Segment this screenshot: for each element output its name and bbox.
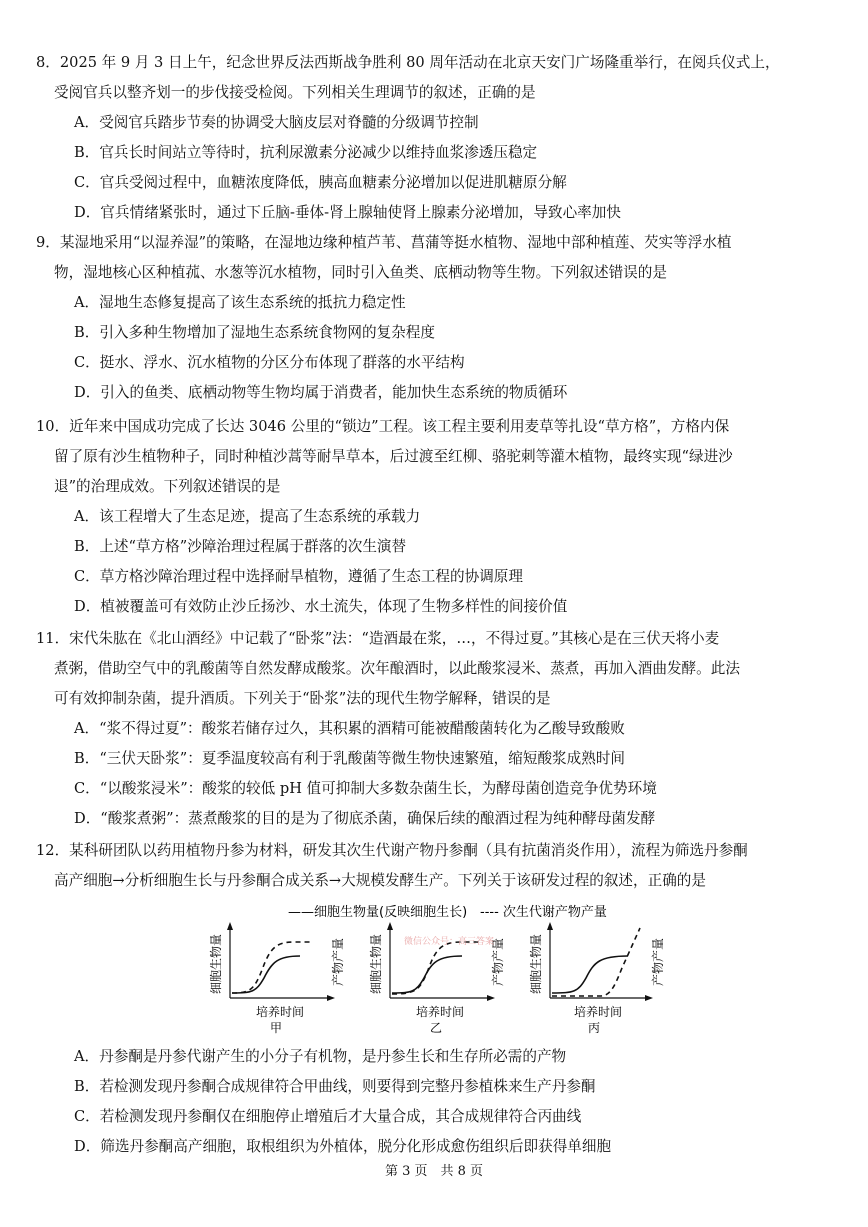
panel-yi bbox=[368, 922, 505, 1035]
question-10-option-b: B．上述“草方格”沙障治理过程属于群落的次生演替 bbox=[74, 538, 407, 555]
question-8-option-b: B．官兵长时间站立等待时，抗利尿激素分泌减少以维持血浆渗透压稳定 bbox=[74, 144, 538, 161]
panel-jia-x-arrow bbox=[327, 995, 335, 1001]
panel-yi-solid-curve bbox=[392, 956, 462, 993]
question-11-option-c: C．“以酸浆浸米”：酸浆的较低 pH 值可抑制大多数杂菌生长，为酵母菌创造竞争优势环境 bbox=[74, 780, 657, 797]
panel-bing-solid-curve bbox=[552, 956, 628, 993]
question-12-options bbox=[36, 1042, 836, 1162]
question-12-line-2: 高产细胞→分析细胞生长与丹参酮合成关系→大规模发酵生产。下列关于该研发过程的叙述，正确的是 bbox=[54, 872, 706, 889]
panel-jia-solid-curve bbox=[232, 956, 300, 993]
question-9-option-c: C．挺水、浮水、沉水植物的分区分布体现了群落的水平结构 bbox=[74, 354, 465, 371]
question-8 bbox=[36, 48, 836, 228]
panel-bing-y-arrow bbox=[547, 922, 553, 930]
page-footer: 第 3 页 共 8 页 bbox=[384, 1164, 484, 1179]
question-8-line-2: 受阅官兵以整齐划一的步伐接受检阅。下列相关生理调节的叙述，正确的是 bbox=[54, 84, 536, 101]
panel-bing-y-left-label: 细胞生物量 bbox=[529, 933, 543, 994]
question-8-option-d: D．官兵情绪紧张时，通过下丘脑-垂体-肾上腺轴使肾上腺素分泌增加，导致心率加快 bbox=[74, 204, 621, 221]
question-8-option-c: C．官兵受阅过程中，血糖浓度降低，胰高血糖素分泌增加以促进肌糖原分解 bbox=[74, 174, 567, 191]
question-12-option-a: A．丹参酮是丹参代谢产生的小分子有机物，是丹参生长和生存所必需的产物 bbox=[74, 1048, 567, 1065]
question-12-option-c: C．若检测发现丹参酮仅在细胞停止增殖后才大量合成，其合成规律符合丙曲线 bbox=[74, 1108, 582, 1125]
question-11-option-a: A．“浆不得过夏”：酸浆若储存过久，其积累的酒精可能被醋酸菌转化为乙酸导致酸败 bbox=[74, 720, 625, 737]
question-11 bbox=[36, 624, 836, 834]
question-9-line-1: 9．某湿地采用“以湿养湿”的策略，在湿地边缘种植芦苇、菖蒲等挺水植物、湿地中部种植莲、芡实等浮水植 bbox=[36, 234, 732, 251]
panel-bing-dashed-curve bbox=[552, 928, 640, 996]
panel-bing-x-arrow bbox=[645, 995, 653, 1001]
question-8-line-1: 8．2025 年 9 月 3 日上午，纪念世界反法西斯战争胜利 80 周年活动在北京天安门广场隆重举行，在阅兵仪式上， bbox=[36, 54, 780, 71]
question-12-line-1: 12．某科研团队以药用植物丹参为材料，研发其次生代谢产物丹参酮（具有抗菌消炎作用），流程为筛选丹参酮 bbox=[36, 842, 748, 859]
question-10 bbox=[36, 412, 836, 622]
panel-jia-y-right-label: 产物产量 bbox=[331, 937, 345, 986]
question-10-line-2: 留了原有沙生植物种子，同时种植沙蒿等耐旱草本，后过渡至红柳、骆驼刺等灌木植物，最终实现“绿进沙 bbox=[54, 448, 733, 465]
panel-yi-x-label: 培养时间 bbox=[416, 1005, 465, 1019]
panel-yi-x-arrow bbox=[487, 995, 495, 1001]
panel-jia bbox=[208, 922, 345, 1035]
question-12-option-d: D．筛选丹参酮高产细胞，取根组织为外植体，脱分化形成愈伤组织后即获得单细胞 bbox=[74, 1138, 612, 1155]
panel-yi-y-arrow bbox=[387, 922, 393, 930]
question-9-option-d: D．引入的鱼类、底栖动物等生物均属于消费者，能加快生态系统的物质循环 bbox=[74, 384, 568, 401]
panel-jia-y-left-label: 细胞生物量 bbox=[209, 933, 223, 994]
question-10-line-1: 10．近年来中国成功完成了长达 3046 公里的“锁边”工程。该工程主要利用麦草等扎设“草方格”，方格内保 bbox=[36, 418, 730, 435]
panel-yi-y-left-label: 细胞生物量 bbox=[369, 933, 383, 994]
question-12-option-b: B．若检测发现丹参酮合成规律符合甲曲线，则要得到完整丹参植株来生产丹参酮 bbox=[74, 1078, 596, 1095]
panel-yi-caption: 乙 bbox=[430, 1021, 443, 1035]
question-10-option-a: A．该工程增大了生态足迹，提高了生态系统的承载力 bbox=[74, 508, 421, 525]
panel-yi-y-right-label: 产物产量 bbox=[491, 937, 505, 986]
question-11-option-b: B．“三伏天卧浆”：夏季温度较高有利于乳酸菌等微生物快速繁殖，缩短酸浆成熟时间 bbox=[74, 750, 626, 767]
panel-bing-x-label: 培养时间 bbox=[574, 1005, 623, 1019]
question-10-option-c: C．草方格沙障治理过程中选择耐旱植物，遵循了生态工程的协调原理 bbox=[74, 568, 523, 585]
question-11-line-1: 11．宋代朱肱在《北山酒经》中记载了“卧浆”法：“造酒最在浆，…，不得过夏。”其核心是在三伏天将小麦 bbox=[36, 630, 720, 647]
question-10-option-d: D．植被覆盖可有效防止沙丘扬沙、水土流失，体现了生物多样性的间接价值 bbox=[74, 598, 568, 615]
panel-bing-caption: 丙 bbox=[588, 1021, 601, 1035]
question-11-line-2: 煮粥，借助空气中的乳酸菌等自然发酵成酸浆。次年酿酒时，以此酸浆浸米、蒸煮，再加入酒曲发酵。此法 bbox=[54, 660, 740, 677]
question-12 bbox=[36, 836, 836, 896]
panel-bing-y-right-label: 产物产量 bbox=[651, 937, 665, 986]
question-9-option-a: A．湿地生态修复提高了该生态系统的抵抗力稳定性 bbox=[74, 294, 406, 311]
question-9-line-2: 物，湿地核心区种植菰、水葱等沉水植物，同时引入鱼类、底栖动物等生物。下列叙述错误的是 bbox=[54, 264, 667, 281]
question-8-option-a: A．受阅官兵踏步节奏的协调受大脑皮层对脊髓的分级调节控制 bbox=[74, 114, 479, 131]
legend-solid: ——细胞生物量(反映细胞生长) bbox=[288, 905, 468, 920]
panel-jia-dashed-curve bbox=[232, 942, 312, 993]
question-9 bbox=[36, 228, 836, 408]
question-11-option-d: D．“酸浆煮粥”：蒸煮酸浆的目的是为了彻底杀菌，确保后续的酿酒过程为纯种酵母菌发酵 bbox=[74, 810, 656, 827]
legend-dashed: ---- 次生代谢产物产量 bbox=[480, 905, 607, 920]
panel-jia-y-arrow bbox=[227, 922, 233, 930]
question-9-option-b: B．引入多种生物增加了湿地生态系统食物网的复杂程度 bbox=[74, 324, 435, 341]
panel-jia-x-label: 培养时间 bbox=[256, 1005, 305, 1019]
panel-jia-caption: 甲 bbox=[270, 1021, 283, 1035]
growth-curves-figure bbox=[190, 898, 690, 1038]
question-10-line-3: 退”的治理成效。下列叙述错误的是 bbox=[54, 478, 281, 495]
panel-bing bbox=[528, 922, 665, 1035]
panel-yi-dashed-curve bbox=[392, 942, 480, 994]
question-11-line-3: 可有效抑制杂菌，提升酒质。下列关于“卧浆”法的现代生物学解释，错误的是 bbox=[54, 690, 551, 707]
growth-curves-svg bbox=[190, 898, 690, 1038]
watermark: 微信公众号：高三答案 bbox=[404, 937, 495, 947]
